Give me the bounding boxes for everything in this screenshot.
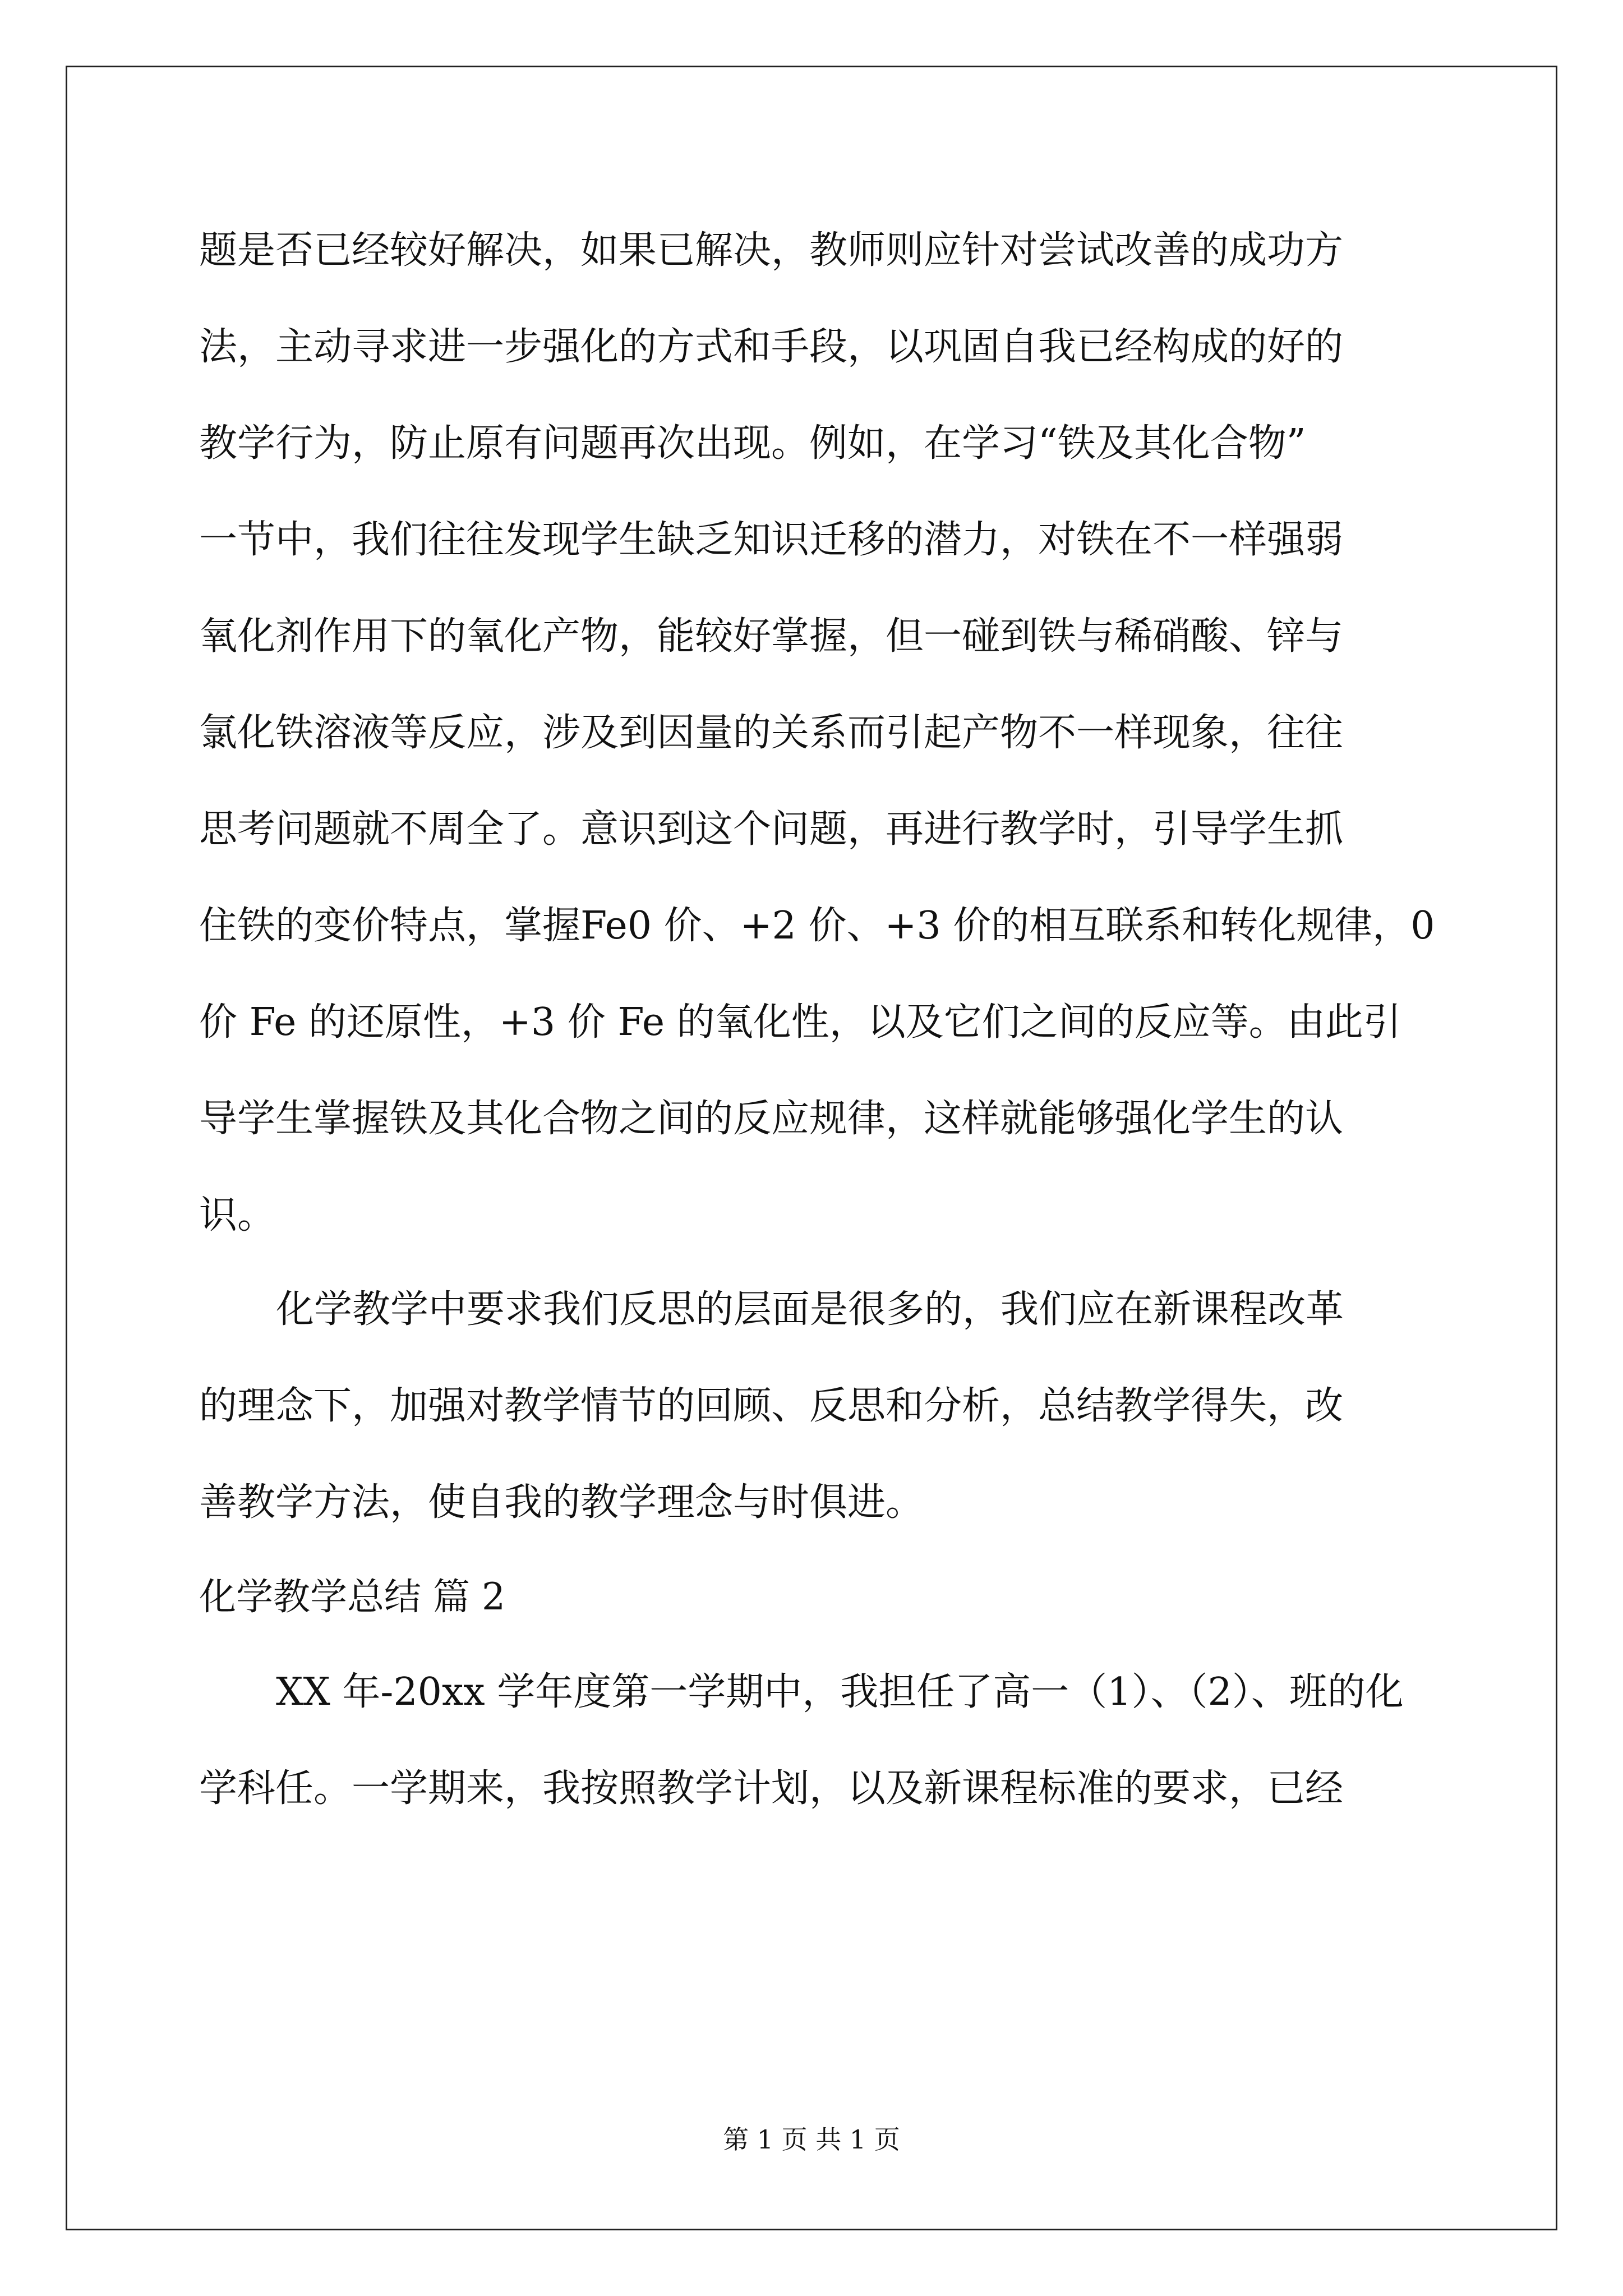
section-heading: 化学教学总结 篇 2 xyxy=(199,1575,505,1618)
text-line: 的理念下，加强对教学情节的回顾、反思和分析，总结教学得失，改 xyxy=(199,1384,1344,1428)
text-line: 教学行为，防止原有问题再次出现。例如，在学习“铁及其化合物” xyxy=(199,421,1306,466)
text-line: 住铁的变价特点，掌握Fe0 价、+2 价、+3 价的相互联系和转化规律，0 xyxy=(199,904,1435,948)
text-line: 氯化铁溶液等反应，涉及到因量的关系而引起产物不一样现象，往往 xyxy=(199,711,1344,755)
text-line: 化学教学中要求我们反思的层面是很多的，我们应在新课程改革 xyxy=(276,1287,1344,1332)
text-line: 善教学方法，使自我的教学理念与时俱进。 xyxy=(199,1480,924,1525)
text-line: 学科任。一学期来，我按照教学计划，以及新课程标准的要求，已经 xyxy=(199,1766,1344,1811)
text-line: 一节中，我们往往发现学生缺乏知识迁移的潜力，对铁在不一样强弱 xyxy=(199,518,1344,562)
page-footer: 第 1 页 共 1 页 xyxy=(723,2124,900,2155)
text-line: 识。 xyxy=(199,1193,276,1237)
text-line: XX 年-20xx 学年度第一学期中，我担任了高一（1）、（2）、班的化 xyxy=(276,1670,1404,1714)
text-line: 价 Fe 的还原性，+3 价 Fe 的氧化性，以及它们之间的反应等。由此引 xyxy=(199,1000,1401,1045)
page-border xyxy=(66,66,1557,2230)
text-line: 氧化剂作用下的氧化产物，能较好掌握，但一碰到铁与稀硝酸、锌与 xyxy=(199,614,1344,659)
text-line: 法，主动寻求进一步强化的方式和手段，以巩固自我已经构成的好的 xyxy=(199,325,1344,369)
text-line: 题是否已经较好解决，如果已解决，教师则应针对尝试改善的成功方 xyxy=(199,228,1344,273)
text-line: 思考问题就不周全了。意识到这个问题，再进行教学时，引导学生抓 xyxy=(199,807,1344,852)
text-line: 导学生掌握铁及其化合物之间的反应规律，这样就能够强化学生的认 xyxy=(199,1097,1344,1141)
